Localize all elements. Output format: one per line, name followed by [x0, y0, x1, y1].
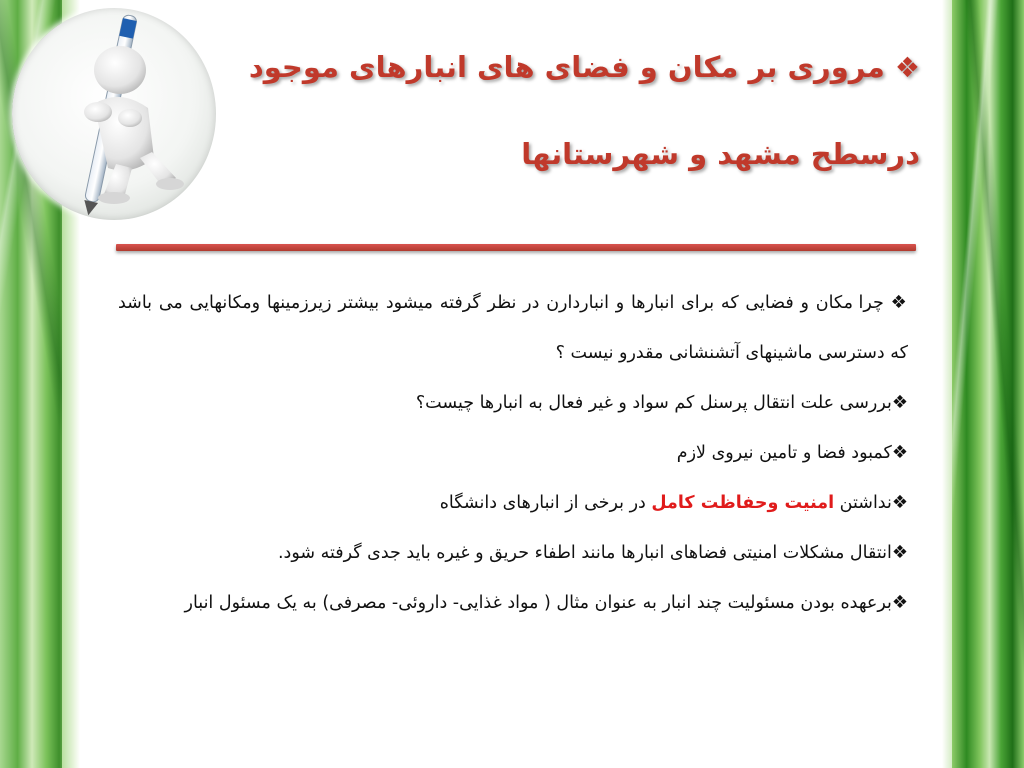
title-divider: [116, 244, 916, 251]
list-item: [118, 578, 908, 628]
title-line-1: [248, 44, 920, 91]
list-item: [118, 478, 908, 528]
title-line-1-text: مروری بر مکان و فضای های انبارهای موجود: [248, 50, 885, 84]
bullet-icon: ❖: [890, 292, 909, 313]
bullet-icon: ❖: [891, 442, 908, 463]
bullet-text: انتقال مشکلات امنیتی فضاهای انبارها مانند اطفاء حریق و غیره باید جدی گرفته شود.: [277, 543, 892, 563]
bullet-highlight: امنیت وحفاظت کامل: [651, 493, 835, 513]
list-item: [118, 378, 908, 428]
bullet-text: کمبود فضا و تامین نیروی لازم: [676, 443, 892, 463]
bullet-icon: ❖: [891, 592, 908, 613]
list-item: [118, 528, 908, 578]
bullet-icon: ❖: [891, 492, 908, 513]
bullet-icon: ❖: [891, 392, 908, 413]
bullet-text: برعهده بودن مسئولیت چند انبار به عنوان مثال ( مواد غذایی- داروئی- مصرفی) به یک مسئول انبار: [184, 593, 892, 613]
bullet-text-after: در برخی از انبارهای دانشگاه: [439, 493, 652, 513]
person-with-pen-icon: [12, 8, 216, 220]
right-leaf-edge: [942, 0, 952, 768]
slide-title: [248, 44, 920, 177]
bullet-text: چرا مکان و فضایی که برای انبارها و انباردارن در نظر گرفته میشود بیشتر زیرزمینها ومکانهایی می باشد که دسترسی ماشینهای آتشنشانی مقدرو نیست ؟: [118, 293, 908, 363]
bullet-list: [118, 278, 908, 628]
title-bullet-icon: ❖: [894, 51, 920, 84]
list-item: [118, 428, 908, 478]
emblem-circle: [12, 8, 216, 220]
title-line-2: درسطح مشهد و شهرستانها: [521, 137, 920, 171]
bullet-text: بررسی علت انتقال پرسنل کم سواد و غیر فعال به انبارها چیست؟: [415, 393, 892, 413]
right-leaf-panel: [942, 0, 1024, 768]
list-item: [118, 278, 908, 378]
bullet-icon: ❖: [891, 542, 908, 563]
bullet-text-before: نداشتن: [834, 493, 892, 513]
